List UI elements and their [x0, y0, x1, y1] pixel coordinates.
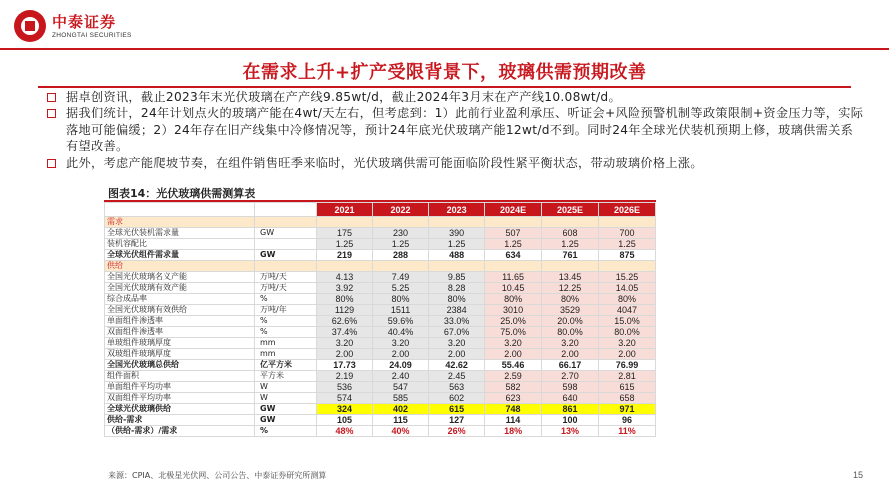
bullet-list [44, 89, 864, 171]
table-cell [429, 261, 485, 272]
table-cell: 402 [373, 404, 429, 415]
row-label: 全国光伏玻璃总供给 [105, 360, 255, 371]
row-label: 需求 [105, 217, 255, 228]
row-label: 双玻组件玻璃厚度 [105, 349, 255, 360]
table-cell: 390 [429, 228, 485, 239]
table-cell [599, 261, 656, 272]
table-cell [317, 261, 373, 272]
table-cell: 80.0% [542, 327, 599, 338]
row-label: 供给 [105, 261, 255, 272]
table-section-row [105, 217, 656, 228]
row-unit: W [255, 382, 317, 393]
table-row [105, 349, 656, 360]
table-cell: 2.00 [542, 349, 599, 360]
table-cell: 14.05 [599, 283, 656, 294]
table-cell: 37.4% [317, 327, 373, 338]
row-label: 全球光伏组件需求量 [105, 250, 255, 261]
table-cell: 55.46 [485, 360, 542, 371]
table-cell [373, 217, 429, 228]
column-header: 2022 [373, 203, 429, 217]
column-header: 2025E [542, 203, 599, 217]
table-cell: 2.00 [317, 349, 373, 360]
table-cell: 634 [485, 250, 542, 261]
table-cell: 17.73 [317, 360, 373, 371]
table-cell: 15.0% [599, 316, 656, 327]
table-cell [373, 261, 429, 272]
table-cell: 11% [599, 426, 656, 437]
brand-name-cn: 中泰证券 [52, 12, 117, 31]
table-cell: 547 [373, 382, 429, 393]
column-header: 2021 [317, 203, 373, 217]
table-cell: 8.28 [429, 283, 485, 294]
table-cell: 2.00 [373, 349, 429, 360]
table-cell [485, 217, 542, 228]
table-cell: 3.20 [599, 338, 656, 349]
table-cell: 5.25 [373, 283, 429, 294]
table-cell: 40% [373, 426, 429, 437]
table-cell: 2.59 [485, 371, 542, 382]
table-cell: 76.99 [599, 360, 656, 371]
table-cell: 2.40 [373, 371, 429, 382]
table-cell: 623 [485, 393, 542, 404]
bullet-text: 据卓创资讯，截止2023年末光伏玻璃在产产线9.85wt/d，截止2024年3月末在产产线10.08wt/d。 [66, 90, 621, 104]
table-cell: 615 [599, 382, 656, 393]
table-cell: 3.92 [317, 283, 373, 294]
table-cell: 127 [429, 415, 485, 426]
row-unit: GW [255, 228, 317, 239]
table-cell [599, 217, 656, 228]
column-header: 2024E [485, 203, 542, 217]
table-cell: 3.20 [542, 338, 599, 349]
bullet-square-icon [47, 93, 56, 102]
bullet-text: 此外，考虑产能爬坡节奏，在组件销售旺季来临时，光伏玻璃供需可能面临阶段性紧平衡状态，带动玻璃价格上涨。 [66, 155, 703, 170]
row-unit: 万吨/天 [255, 272, 317, 283]
table-cell: 507 [485, 228, 542, 239]
row-unit [255, 217, 317, 228]
table-cell: 3.20 [373, 338, 429, 349]
row-label: 综合成品率 [105, 294, 255, 305]
table-cell: 3010 [485, 305, 542, 316]
row-unit: 万吨/年 [255, 305, 317, 316]
table-cell [542, 217, 599, 228]
bullet-square-icon [47, 109, 56, 118]
table-section-row [105, 261, 656, 272]
table-body [105, 217, 656, 437]
row-label: 单面组件渗透率 [105, 316, 255, 327]
table-cell: 1511 [373, 305, 429, 316]
table-cell: 4047 [599, 305, 656, 316]
row-label: （供给-需求）/需求 [105, 426, 255, 437]
table-row [105, 415, 656, 426]
table-cell: 598 [542, 382, 599, 393]
table-row [105, 228, 656, 239]
table-cell: 324 [317, 404, 373, 415]
brand-text [52, 13, 132, 40]
table-title: 图表14：光伏玻璃供需测算表 [108, 187, 256, 200]
table-row [105, 327, 656, 338]
row-label: 全国光伏玻璃名义产能 [105, 272, 255, 283]
table-cell: 582 [485, 382, 542, 393]
table-cell: 536 [317, 382, 373, 393]
table-cell: 80.0% [599, 327, 656, 338]
row-label: 全球光伏装机需求量 [105, 228, 255, 239]
table-cell: 3.20 [485, 338, 542, 349]
header-blank-cell [255, 203, 317, 217]
table-cell: 3.20 [429, 338, 485, 349]
table-cell: 18% [485, 426, 542, 437]
table-cell: 80% [599, 294, 656, 305]
table-cell: 2.00 [429, 349, 485, 360]
table-row [105, 272, 656, 283]
row-unit: W [255, 393, 317, 404]
bullet-item [44, 89, 864, 105]
table-row [105, 371, 656, 382]
row-label: 组件面积 [105, 371, 255, 382]
table-cell: 2.81 [599, 371, 656, 382]
table-cell: 59.6% [373, 316, 429, 327]
row-unit: 亿平方米 [255, 360, 317, 371]
table-cell: 62.6% [317, 316, 373, 327]
table-cell: 80% [317, 294, 373, 305]
table-cell: 971 [599, 404, 656, 415]
table-cell: 96 [599, 415, 656, 426]
row-unit: GW [255, 415, 317, 426]
row-unit: % [255, 327, 317, 338]
column-header: 2023 [429, 203, 485, 217]
row-unit: 万吨/天 [255, 283, 317, 294]
table-cell: 574 [317, 393, 373, 404]
table-cell: 80% [429, 294, 485, 305]
row-label: 全国光伏玻璃有效产能 [105, 283, 255, 294]
table-cell: 230 [373, 228, 429, 239]
row-unit: % [255, 426, 317, 437]
table-cell: 10.45 [485, 283, 542, 294]
source-note: 来源：CPIA、北极星光伏网、公司公告、中泰证券研究所测算 [108, 471, 327, 480]
table-cell: 100 [542, 415, 599, 426]
table-cell: 563 [429, 382, 485, 393]
table-cell: 66.17 [542, 360, 599, 371]
table-cell: 608 [542, 228, 599, 239]
table-cell: 20.0% [542, 316, 599, 327]
table-cell: 9.85 [429, 272, 485, 283]
row-unit: 平方米 [255, 371, 317, 382]
table-cell: 488 [429, 250, 485, 261]
row-label: 单玻组件玻璃厚度 [105, 338, 255, 349]
table-cell: 26% [429, 426, 485, 437]
header-blank-cell [105, 203, 255, 217]
slide-title: 在需求上升+扩产受限背景下，玻璃供需预期改善 [242, 62, 647, 83]
table-cell: 2.19 [317, 371, 373, 382]
table-cell: 175 [317, 228, 373, 239]
table-row [105, 393, 656, 404]
table-row [105, 360, 656, 371]
brand-name-en: ZHONGTAI SECURITIES [52, 31, 132, 39]
brand-emblem-icon [14, 10, 46, 42]
table-cell: 2.00 [485, 349, 542, 360]
table-cell: 80% [542, 294, 599, 305]
table-cell: 114 [485, 415, 542, 426]
table-cell: 24.09 [373, 360, 429, 371]
table-row [105, 250, 656, 261]
table-cell: 658 [599, 393, 656, 404]
row-unit [255, 261, 317, 272]
table-cell: 42.62 [429, 360, 485, 371]
table-cell: 3529 [542, 305, 599, 316]
bullet-square-icon [47, 159, 56, 168]
row-label: 装机容配比 [105, 239, 255, 250]
table-cell: 75.0% [485, 327, 542, 338]
table-row [105, 294, 656, 305]
table-cell: 2.45 [429, 371, 485, 382]
table-cell: 80% [485, 294, 542, 305]
table-cell [317, 217, 373, 228]
table-row [105, 382, 656, 393]
title-underline [38, 86, 851, 88]
supply-demand-table [104, 200, 656, 437]
table-cell: 585 [373, 393, 429, 404]
row-unit: mm [255, 338, 317, 349]
table-row [105, 316, 656, 327]
table-cell: 602 [429, 393, 485, 404]
table-cell: 640 [542, 393, 599, 404]
table-cell: 25.0% [485, 316, 542, 327]
row-unit [255, 239, 317, 250]
table-cell: 219 [317, 250, 373, 261]
row-label: 全国光伏玻璃有效供给 [105, 305, 255, 316]
table-cell: 67.0% [429, 327, 485, 338]
table-cell: 13% [542, 426, 599, 437]
table-cell: 7.49 [373, 272, 429, 283]
table-cell: 748 [485, 404, 542, 415]
table-cell: 288 [373, 250, 429, 261]
table-cell: 115 [373, 415, 429, 426]
table-cell: 105 [317, 415, 373, 426]
table-cell: 1.25 [429, 239, 485, 250]
table-row [105, 239, 656, 250]
table-row [105, 426, 656, 437]
table-cell: 2.70 [542, 371, 599, 382]
table-cell: 48% [317, 426, 373, 437]
table-cell: 761 [542, 250, 599, 261]
row-label: 供给-需求 [105, 415, 255, 426]
table-cell: 1.25 [373, 239, 429, 250]
bullet-item [44, 155, 864, 171]
table-cell: 1.25 [542, 239, 599, 250]
row-unit: % [255, 316, 317, 327]
bullet-item [44, 105, 864, 154]
page-number: 15 [852, 470, 863, 480]
table-cell: 1.25 [317, 239, 373, 250]
row-unit: mm [255, 349, 317, 360]
table-cell: 700 [599, 228, 656, 239]
table-cell: 615 [429, 404, 485, 415]
table-cell: 12.25 [542, 283, 599, 294]
brand-logo [14, 10, 132, 42]
row-label: 单面组件平均功率 [105, 382, 255, 393]
table-cell: 1129 [317, 305, 373, 316]
table-cell [485, 261, 542, 272]
table-row [105, 283, 656, 294]
table-row [105, 338, 656, 349]
row-unit: GW [255, 404, 317, 415]
table-cell: 861 [542, 404, 599, 415]
table-cell: 33.0% [429, 316, 485, 327]
table-cell: 3.20 [317, 338, 373, 349]
table-cell: 2.00 [599, 349, 656, 360]
table-cell: 875 [599, 250, 656, 261]
bullet-text: 据我们统计，24年计划点火的玻璃产能在4wt/天左右，但考虑到：1）此前行业盈利承压、听证会+风险预警机制等政策限制+资金压力等，实际落地可能偏缓；2）24年存在旧产线集中冷修情况等，预计24年底光伏玻璃产能12wt/d不到。同时24年全球光伏装机预期上修，玻璃供需关系有望改善。 [66, 106, 864, 154]
table-cell: 13.45 [542, 272, 599, 283]
row-unit: % [255, 294, 317, 305]
row-label: 全球光伏玻璃供给 [105, 404, 255, 415]
table-cell [429, 217, 485, 228]
table-cell: 1.25 [485, 239, 542, 250]
table-cell: 40.4% [373, 327, 429, 338]
table-row [105, 305, 656, 316]
table-header-row [105, 203, 656, 217]
table-row [105, 404, 656, 415]
table-cell: 1.25 [599, 239, 656, 250]
row-label: 双面组件渗透率 [105, 327, 255, 338]
table-cell: 15.25 [599, 272, 656, 283]
header-divider [0, 48, 889, 50]
table-cell: 4.13 [317, 272, 373, 283]
table-cell: 2384 [429, 305, 485, 316]
table-cell: 11.65 [485, 272, 542, 283]
column-header: 2026E [599, 203, 656, 217]
row-unit: GW [255, 250, 317, 261]
row-label: 双面组件平均功率 [105, 393, 255, 404]
table-cell: 80% [373, 294, 429, 305]
table-cell [542, 261, 599, 272]
